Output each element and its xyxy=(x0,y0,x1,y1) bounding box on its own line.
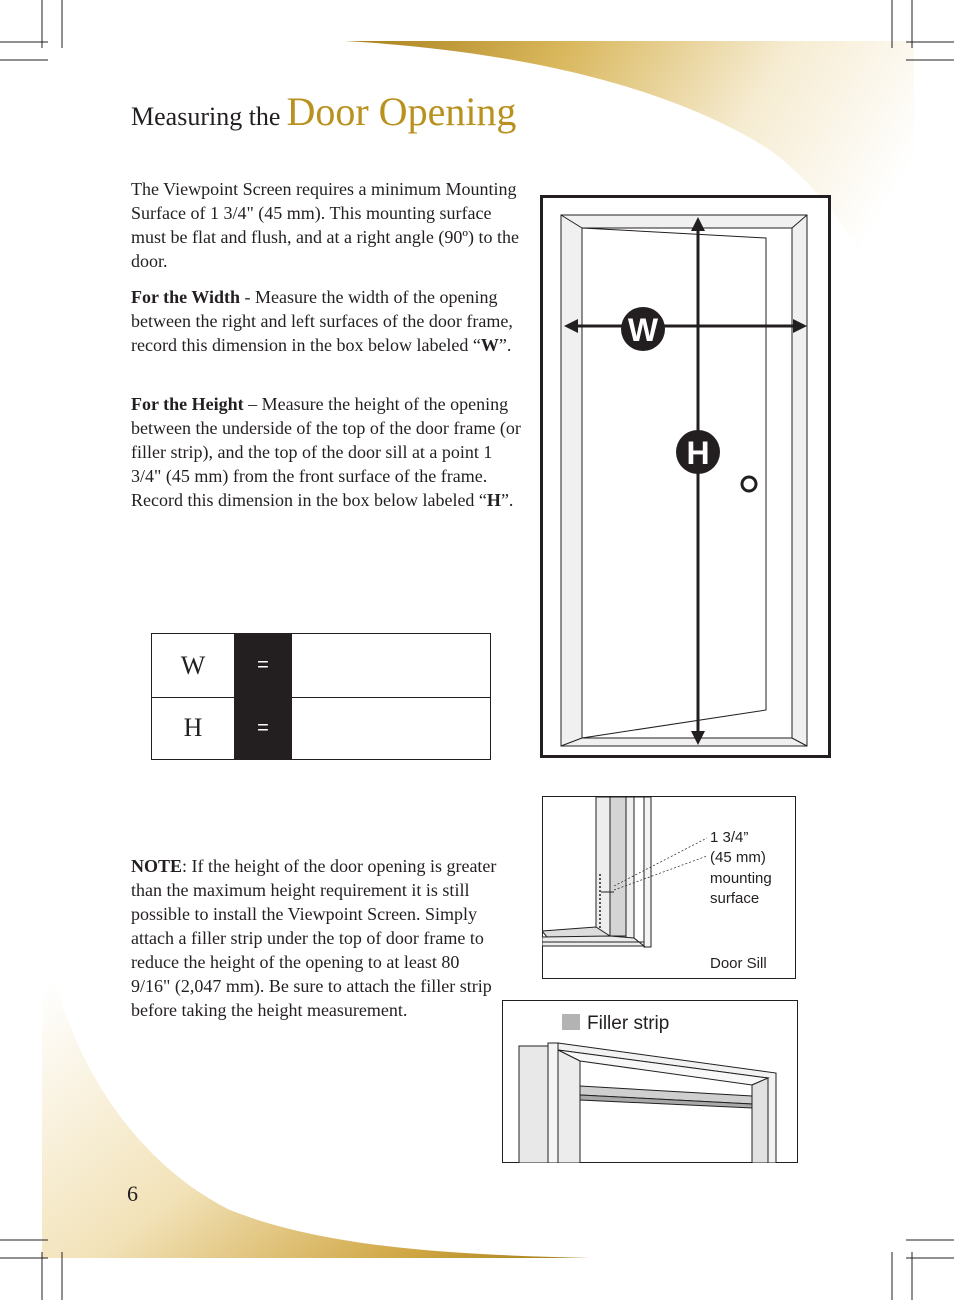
sill-diagram-border xyxy=(543,797,796,979)
height-row xyxy=(152,697,490,759)
page-title xyxy=(131,89,517,134)
width-equals: = xyxy=(234,634,292,697)
callout-line-3: mounting xyxy=(710,870,772,887)
measurement-box xyxy=(151,633,491,760)
width-text: - Measure the width of the opening between the right and left surfaces of the door frame, record this dimension in the box below labeled “ xyxy=(131,287,513,355)
width-label: For the Width xyxy=(131,287,241,307)
height-equals: = xyxy=(234,697,292,759)
width-row xyxy=(152,634,490,698)
height-paragraph xyxy=(131,392,523,512)
width-value-field[interactable] xyxy=(292,634,490,697)
note-paragraph xyxy=(131,854,501,1022)
width-marker-label: W xyxy=(627,312,659,348)
title-prefix: Measuring the xyxy=(131,102,281,131)
width-key: W xyxy=(480,335,499,355)
height-text: – Measure the height of the opening between the underside of the top of the door frame (or filler strip), and the top of the door sill at a point 1 3/4" (45 mm) from the front surface of the frame. Record this dimension in the box below labeled “ xyxy=(131,394,521,510)
height-marker-label: H xyxy=(686,435,710,471)
callout-line-2: (45 mm) xyxy=(710,849,766,866)
page-number: 6 xyxy=(127,1181,138,1206)
door-opening xyxy=(582,228,792,738)
filler-strip-diagram xyxy=(502,1000,798,1163)
door-diagram xyxy=(540,195,831,758)
width-end: ”. xyxy=(498,335,512,355)
intro-paragraph: The Viewpoint Screen requires a minimum Mounting Surface of 1 3/4" (45 mm). This mounting surface must be flat and flush, and at a right angle (90º) to the door. xyxy=(131,179,519,271)
height-value-field[interactable] xyxy=(292,697,490,759)
width-paragraph xyxy=(131,285,523,357)
note-label: NOTE xyxy=(131,856,183,876)
note-text: : If the height of the door opening is greater than the maximum height requirement it is still possible to install the Viewpoint Screen. Simply attach a filler strip under the top of door frame to reduce the height of the opening to at least 80 9/16" (2,047 mm). Be sure to attach the filler strip before taking the height measurement. xyxy=(131,856,497,1020)
door-sill-diagram xyxy=(542,796,796,979)
door-knob xyxy=(742,477,756,491)
callout-line-1: 1 3/4” xyxy=(710,829,749,846)
filler-legend-swatch xyxy=(562,1014,580,1030)
height-key: H xyxy=(486,490,501,510)
height-row-label: H xyxy=(183,713,203,742)
height-end: ”. xyxy=(500,490,514,510)
callout-line-4: surface xyxy=(710,890,760,907)
height-label: For the Height xyxy=(131,394,244,414)
door-sill-label: Door Sill xyxy=(710,955,767,972)
width-row-label: W xyxy=(180,650,206,680)
title-main: Door Opening xyxy=(286,89,517,134)
filler-legend-label: Filler strip xyxy=(587,1013,670,1034)
